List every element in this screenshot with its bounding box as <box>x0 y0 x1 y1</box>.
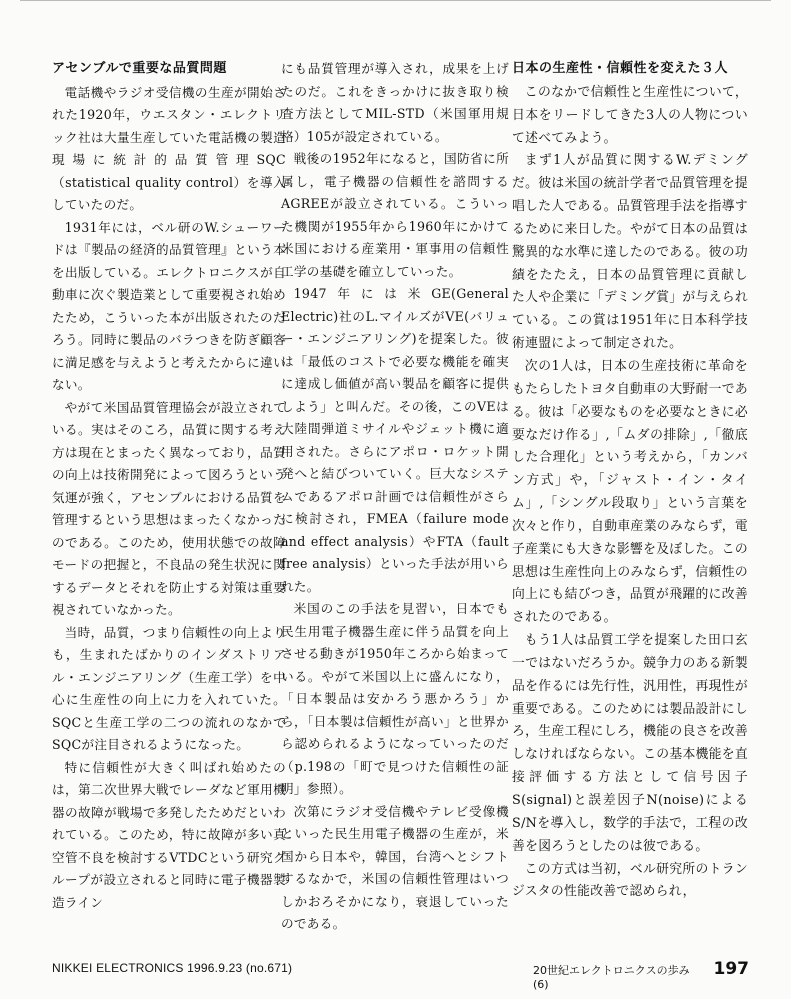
paragraph: 特に信頼性が大きく叫ばれ始めたのは，第二次世界大戦でレーダなど軍用機器の故障が戦場で多発したためだといわれている。このため，特に故障が多い真空管不良を検討するVTDCという研究グループが設立されると同時に電子機器製造ライン <box>52 759 286 910</box>
paragraph: 次第にラジオ受信機やテレビ受像機といった民生用電子機器の生産が，米国から日本や，韓国，台湾へとシフトするなかで，米国の信頼性管理はいつしかおろそかになり，衰退していったのである。 <box>281 803 509 931</box>
paragraph: 電話機やラジオ受信機の生産が開始された1920年，ウエスタン・エレクトリック社は大量生産していた電話機の製造現場に統計的品質管理SQC（statistical quality control）を導入していたのだ。 <box>52 84 286 212</box>
text-column-1 <box>52 58 286 914</box>
paragraph: もう1人は品質工学を提案した田口玄一ではないだろうか。競争力のある新製品を作るには先行性，汎用性，再現性が重要である。このためには製品設計にしろ，生産工程にしろ，機能の良さを改善しなければならない。この基本機能を直接評価する方法として信号因子S(signal)と誤差因子N(noise)によるS/Nを導入し，数学的手法で，工程の改善を図ろうとしたのは彼である。 <box>512 633 748 854</box>
footer-series-title: 20世紀エレクトロニクスの歩み(6) <box>533 964 690 991</box>
paragraph: 当時，品質，つまり信頼性の向上よりも，生まれたばかりのインダストリアル・エンジニアリング（生産工学）を中心に生産性の向上に力を入れていた。SQCと生産工学の二つの流れのなかでSQCが注目されるようになった。 <box>52 624 286 752</box>
paragraph: 次の1人は，日本の生産技術に革命をもたらしたトヨタ自動車の大野耐一である。彼は「必要なものを必要なときに必要なだけ作る」,「ムダの排除」,「徹底した合理化」という考えから，「カンバン方式」や，「ジャスト・イン・タイム」,「シングル段取り」という言葉を次々と作り，自動車産業のみならず，電子産業にも大きな影響を及ぼした。この思想は生産性向上のみならず，信頼性の向上にも結びつき，品質が飛躍的に改善されたのである。 <box>512 358 748 626</box>
paragraph: この方式は当初，ベル研究所のトランジスタの性能改善で認められ， <box>512 861 748 900</box>
paragraph: まず1人が品質に関するW.デミングだ。彼は米国の統計学者で品質管理を提唱した人である。品質管理手法を指導するために来日した。やがて日本の品質は驚異的な水準に達したのである。彼の功績をたたえ，日本の品質管理に貢献した人や企業に「デミング賞」が与えられている。この賞は1951年に日本科学技術連盟によって制定された。 <box>512 153 748 352</box>
paragraph-continued: にも品質管理が導入され，成果を上げたのだ。これをきっかけに抜き取り検査方法としてMIL-STD（米国軍用規格）105が設定されている。 <box>281 61 509 144</box>
text-column-3 <box>512 58 748 904</box>
paragraph: やがて米国品質管理協会が設立されている。実はそのころ，品質に関する考え方は現在とまったく異なっており，品質の向上は技術開発によって図ろうという気運が強く，アセンブルにおける品質を管理するという思想はまったくなかったのである。このため，使用状態での故障モードの把握と，不良品の発生状況に関するデータとそれを防止する対策は重要視されていなかった。 <box>52 399 286 617</box>
page-top-edge <box>20 0 771 4</box>
paragraph: 1947年には米GE(General Electric)社のL.マイルズがVE(バリュー・エンジニアリング)を提案した。彼は「最低のコストで必要な機能を確実に達成し価値が高い製品を顧客に提供しよう」と叫んだ。その後，このVEは大陸間弾道ミサイルやジェット機に適用された。さらにアポロ・ロケット開発へと結びついていく。巨大なシステムであるアポロ計画では信頼性がさらに検討され，FMEA（failure mode and effect analysis）やFTA（fault free analysis）といった手法が用いられた。 <box>281 286 509 594</box>
paragraph: 米国のこの手法を見習い，日本でも民生用電子機器生産に伴う品質を向上させる動きが1950年ころから始まっている。やがて米国以上に盛んになり，「日本製品は安かろう悪かろう」から，「日本製は信頼性が高い」と世界から認められるようになっていったのだ（p.198の「町で見つけた信頼性の証明」参照）。 <box>281 601 509 796</box>
text-column-2 <box>281 58 509 936</box>
paragraph: 戦後の1952年になると，国防省に所属し，電子機器の信頼性を諮問するAGREEが設立されている。こういった機関が1955年から1960年にかけて米国における産業用・軍事用の信頼性工学の基礎を確立していった。 <box>281 151 509 279</box>
page-number: 197 <box>713 959 749 979</box>
footer-right <box>533 959 749 991</box>
paragraph: このなかで信頼性と生産性について，日本をリードしてきた3人の人物について述べてみよう。 <box>512 84 748 146</box>
section-heading-assembly: アセンブルで重要な品質問題 <box>52 61 227 76</box>
footer-publication: NIKKEI ELECTRONICS 1996.9.23 (no.671) <box>52 961 293 975</box>
paragraph: 1931年には，ベル研のW.シューワードは『製品の経済的品質管理』という本を出版している。エレクトロニクスが自動車に次ぐ製造業として重要視され始めたため，こういった本が出版されたのだろう。同時に製品のバラつきを防ぎ顧客に満足感を与えようと考えたからに違いない。 <box>52 219 286 392</box>
section-heading-three-people: 日本の生産性・信頼性を変えた３人 <box>512 61 729 76</box>
